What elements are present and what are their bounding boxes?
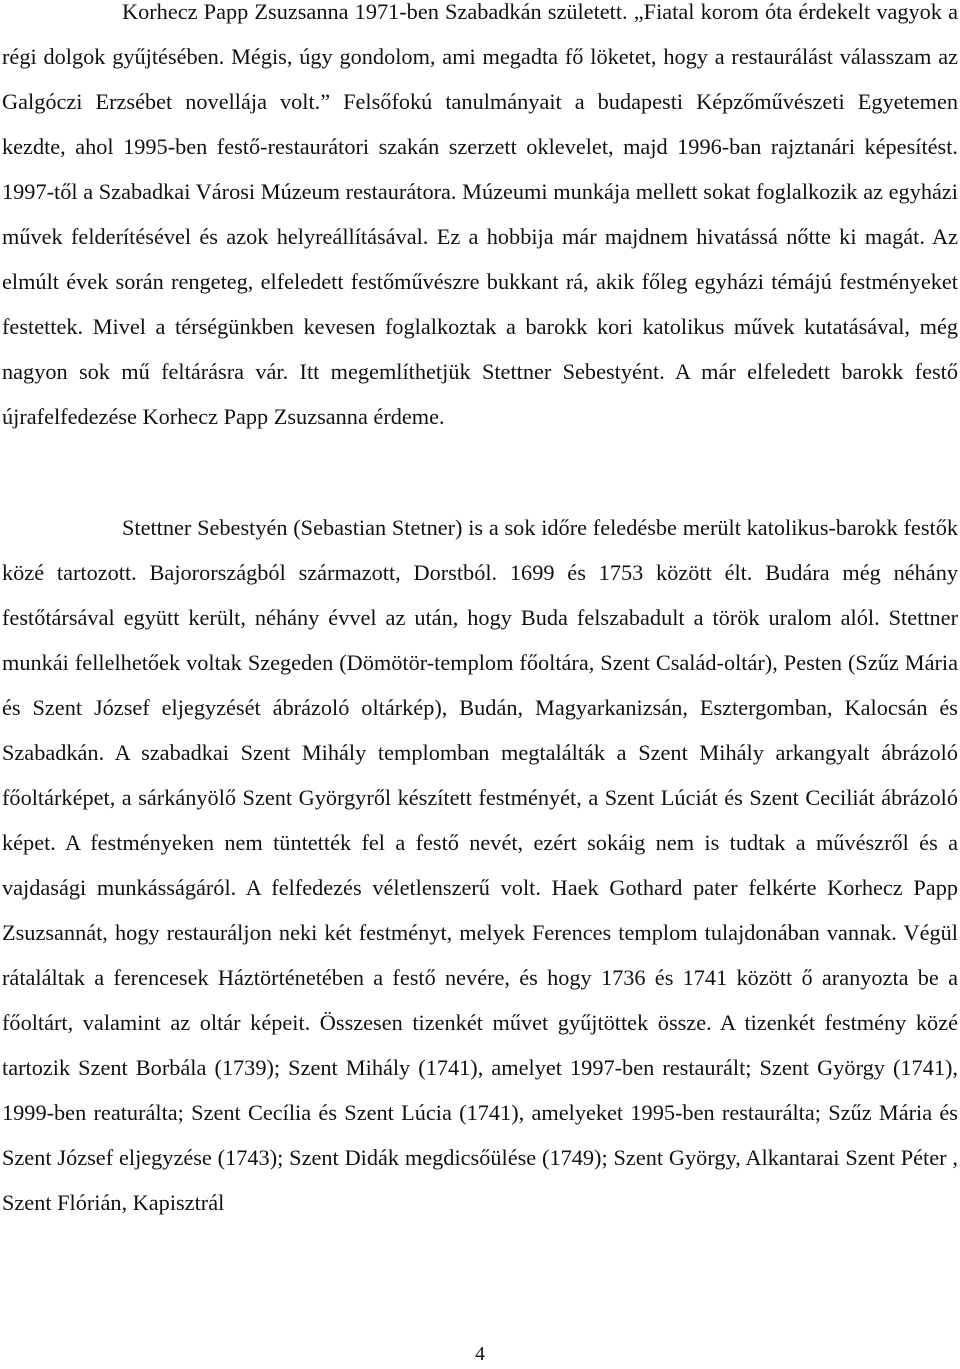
body-paragraph-1: Korhecz Papp Zsuzsanna 1971-ben Szabadkán született. „Fiatal korom óta érdekelt vagyok a régi dolgok gyűjtésében. Mégis, úgy gondolom, ami megadta fő löketet, hogy a restaurálást válasszam az Galgóczi Erzsébet novellája volt.” Felsőfokú tanulmányait a budapesti Képzőművészeti Egyetemen kezdte, ahol 1995-ben festő-restaurátori szakán szerzett oklevelet, majd 1996-ban rajztanári képesítést. 1997-től a Szabadkai Városi Múzeum restaurátora. Múzeumi munkája mellett sokat foglalkozik az egyházi művek felderítésével és azok helyreállításával. Ez a hobbija már majdnem hivatássá nőtte ki magát. Az elmúlt évek során rengeteg, elfeledett festőművészre bukkant rá, akik főleg egyházi témájú festményeket festettek. Mivel a térségünkben kevesen foglalkoztak a barokk kori katolikus művek kutatásával, még nagyon sok mű feltárásra vár. Itt megemlíthetjük Stettner Sebestyént. A már elfeledett barokk festő újrafelfedezése Korhecz Papp Zsuzsanna érdeme. — [2, 0, 958, 429]
body-paragraph-2: Stettner Sebestyén (Sebastian Stetner) is a sok időre feledésbe merült katolikus-barokk festők közé tartozott. Bajorországból származott, Dorstból. 1699 és 1753 között élt. Budára még néhány festőtársával együtt került, néhány évvel az után, hogy Buda felszabadult a török uralom alól. Stettner munkái fellelhetőek voltak Szegeden (Dömötör-templom főoltára, Szent Család-oltár), Pesten (Szűz Mária és Szent József eljegyzését ábrázoló oltárkép), Budán, Magyarkanizsán, Esztergomban, Kalocsán és Szabadkán. A szabadkai Szent Mihály templomban megtalálták a Szent Mihály arkangyalt ábrázoló főoltárképet, a sárkányölő Szent Györgyről készített festményét, a Szent Lúciát és Szent Ceciliát ábrázoló képet. A festményeken nem tüntették fel a festő nevét, ezért sokáig nem is tudtak a művészről és a vajdasági munkásságáról. A felfedezés véletlenszerű volt. Haek Gothard pater felkérte Korhecz Papp Zsuzsannát, hogy restauráljon neki két festményt, melyek Ferences templom tulajdonában vannak. Végül rátaláltak a ferencesek Háztörténetében a festő nevére, és hogy 1736 és 1741 között ő aranyozta be a főoltárt, valamint az oltár képeit. Összesen tizenkét művet gyűjtöttek össze. A tizenkét festmény közé tartozik Szent Borbála (1739); Szent Mihály (1741), amelyet 1997-ben restaurált; Szent György (1741), 1999-ben reaturálta; Szent Cecília és Szent Lúcia (1741), amelyeket 1995-ben restaurálta; Szűz Mária és Szent József eljegyzése (1743); Szent Didák megdicsőülése (1749); Szent György, Alkantarai Szent Péter , Szent Flórián, Kapisztrál — [2, 515, 958, 1215]
page-number: 4 — [475, 1343, 485, 1365]
